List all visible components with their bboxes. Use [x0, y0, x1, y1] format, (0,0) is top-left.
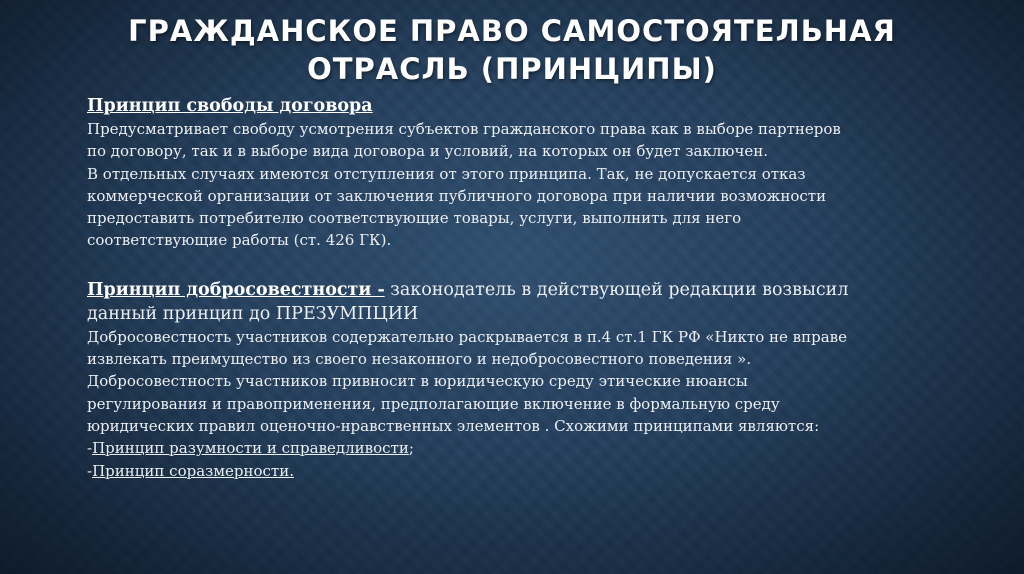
text-line: юридических правил оценочно-нравственных элементов . Схожими принципами являются:: [87, 416, 820, 435]
list-dash: -: [87, 439, 93, 458]
principle-proportionality: Принцип соразмерности.: [92, 461, 294, 480]
list-dash: -: [87, 461, 93, 480]
text-line: коммерческой организации от заключения публичного договора при наличии возможности: [87, 186, 827, 205]
text-line: по договору, так и в выборе вида договора и условий, на которых он будет заключен.: [87, 142, 768, 161]
text-line: извлекать преимущество из своего незаконного и недобросовестного поведения ».: [87, 350, 752, 369]
section-heading: Принцип добросовестности -: [87, 279, 385, 300]
list-suffix: ;: [408, 439, 414, 458]
section-heading-line: [87, 278, 967, 302]
list-item: [87, 437, 967, 459]
text-line: Добросовестность участников привносит в юридическую среду этические нюансы: [87, 372, 748, 391]
section-spacer: [87, 252, 967, 278]
slide-title: [60, 12, 964, 88]
text-line: Предусматривает свободу усмотрения субъектов гражданского права как в выборе партнеров: [87, 120, 841, 138]
section-good-faith: [87, 278, 967, 482]
section-heading: Принцип свободы договора: [87, 96, 373, 116]
text-line: соответствующие работы (ст. 426 ГК).: [87, 231, 392, 250]
text-line: В отдельных случаях имеются отступления от этого принципа. Так, не допускается отказ: [87, 164, 806, 183]
section-freedom-of-contract: [87, 94, 967, 252]
slide-body: [87, 94, 967, 482]
title-line-2: ОТРАСЛЬ (ПРИНЦИПЫ): [307, 52, 717, 86]
list-item: [87, 460, 967, 482]
heading-continuation: законодатель в действующей редакции возвысил: [384, 279, 849, 300]
title-line-1: ГРАЖДАНСКОЕ ПРАВО САМОСТОЯТЕЛЬНАЯ: [128, 14, 896, 48]
text-line: регулирования и правоприменения, предполагающие включение в формальную среду: [87, 394, 780, 413]
text-line: Добросовестность участников содержательно раскрывается в п.4 ст.1 ГК РФ «Никто не вправе: [87, 327, 847, 346]
principle-reasonableness: Принцип разумности и справедливости: [92, 439, 409, 458]
text-line: предоставить потребителю соответствующие товары, услуги, выполнить для него: [87, 209, 742, 228]
heading-second-line: данный принцип до ПРЕЗУМПЦИИ: [87, 303, 419, 324]
